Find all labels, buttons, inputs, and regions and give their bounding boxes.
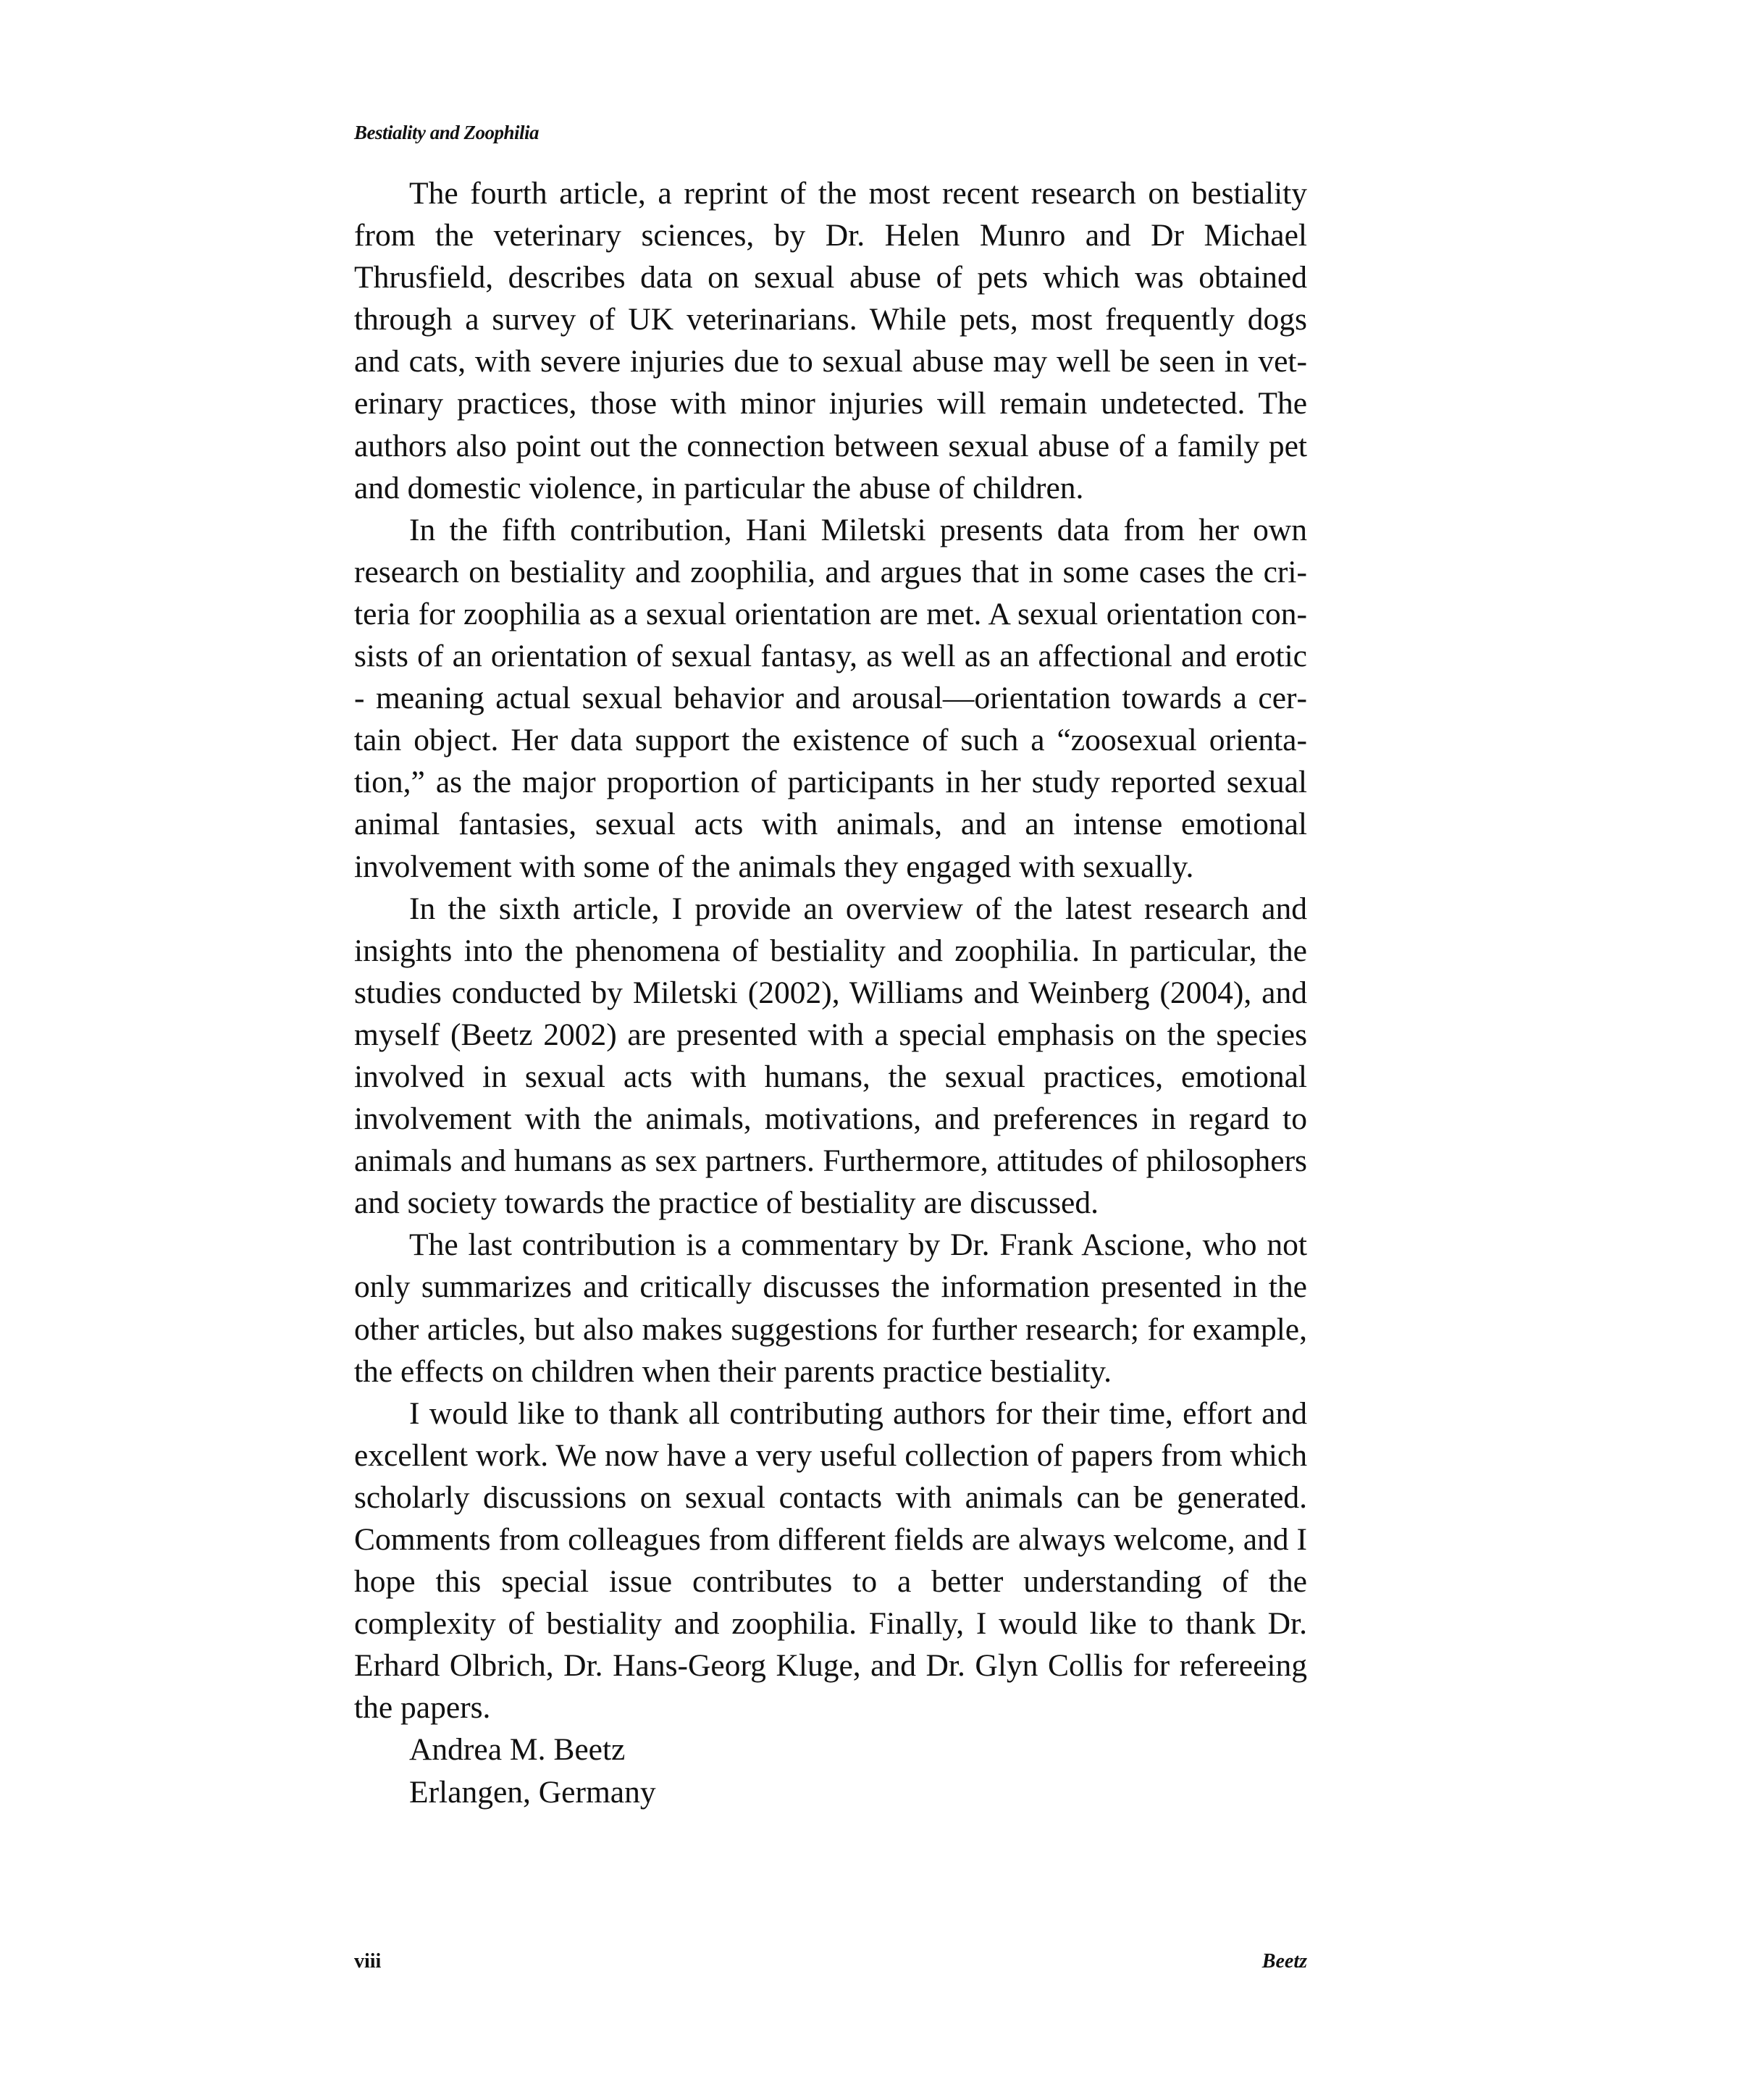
paragraph-last-contribution: The last contribution is a commentary by Dr. Frank Ascione, who not only summarizes and critically discusses the information presented in the other articles, but also makes suggestions for further research; for example, the effects on children when their parents practice bestiality. xyxy=(354,1227,1307,1389)
paragraph-fifth-contribution: In the fifth contribution, Hani Miletski presents data from her own research on bestiality and zoophilia, and argues that in some cases the criteria for zoophilia as a sexual orientation are met. A sexual orientation consists of an orientation of sexual fantasy, as well as an affectional and erotic - meaning actual sexual behavior and arousal—orientation towards a certain object. Her data support the existence of such a “zoosexual orientation,” as the major proportion of participants in her study reported sexual animal fantasies, sexual acts with animals, and an intense emotional involvement with some of the animals they engaged with sexually. xyxy=(354,512,1307,884)
running-head: Bestiality and Zoophilia xyxy=(354,122,540,143)
paragraph-fourth-article: The fourth article, a reprint of the most recent research on bestiality from the veterinary sciences, by Dr. Helen Munro and Dr Michael Thrusfield, describes data on sexual abuse of pets which was obtained through a survey of UK veterinarians. While pets, most frequently dogs and cats, with severe injuries due to sexual abuse may well be seen in veterinary practices, those with minor injuries will remain undetected. The authors also point out the connection between sexual abuse of a family pet and domestic violence, in particular the abuse of children. xyxy=(354,176,1307,505)
paragraph-sixth-article: In the sixth article, I provide an overview of the latest research and insights into the phenomena of bestiality and zoophilia. In particular, the studies conducted by Miletski (2002), Williams and Weinberg (2004), and myself (Beetz 2002) are presented with a special emphasis on the species involved in sexual acts with humans, the sexual practices, emotional involvement with the animals, motivations, and preferences in regard to animals and humans as sex partners. Furthermore, attitudes of philosophers and society towards the practice of bestiality are discussed. xyxy=(354,891,1307,1221)
footer-author: Beetz xyxy=(1261,1950,1307,1973)
page-number: viii xyxy=(354,1950,382,1973)
paragraph-acknowledgements: I would like to thank all contributing authors for their time, effort and excellent work. We now have a very useful collection of papers from which scholarly discussions on sexual contacts with animals can be generated. Comments from colleagues from different fields are always welcome, and I hope this special issue contributes to a better understanding of the complexity of bestiality and zoophilia. Finally, I would like to thank Dr. Erhard Olbrich, Dr. Hans-Georg Kluge, and Dr. Glyn Collis for refereeing the papers. xyxy=(354,1395,1307,1726)
signature-location: Erlangen, Germany xyxy=(409,1774,656,1810)
signature-name: Andrea M. Beetz xyxy=(409,1732,626,1768)
main-text xyxy=(354,172,1307,1813)
